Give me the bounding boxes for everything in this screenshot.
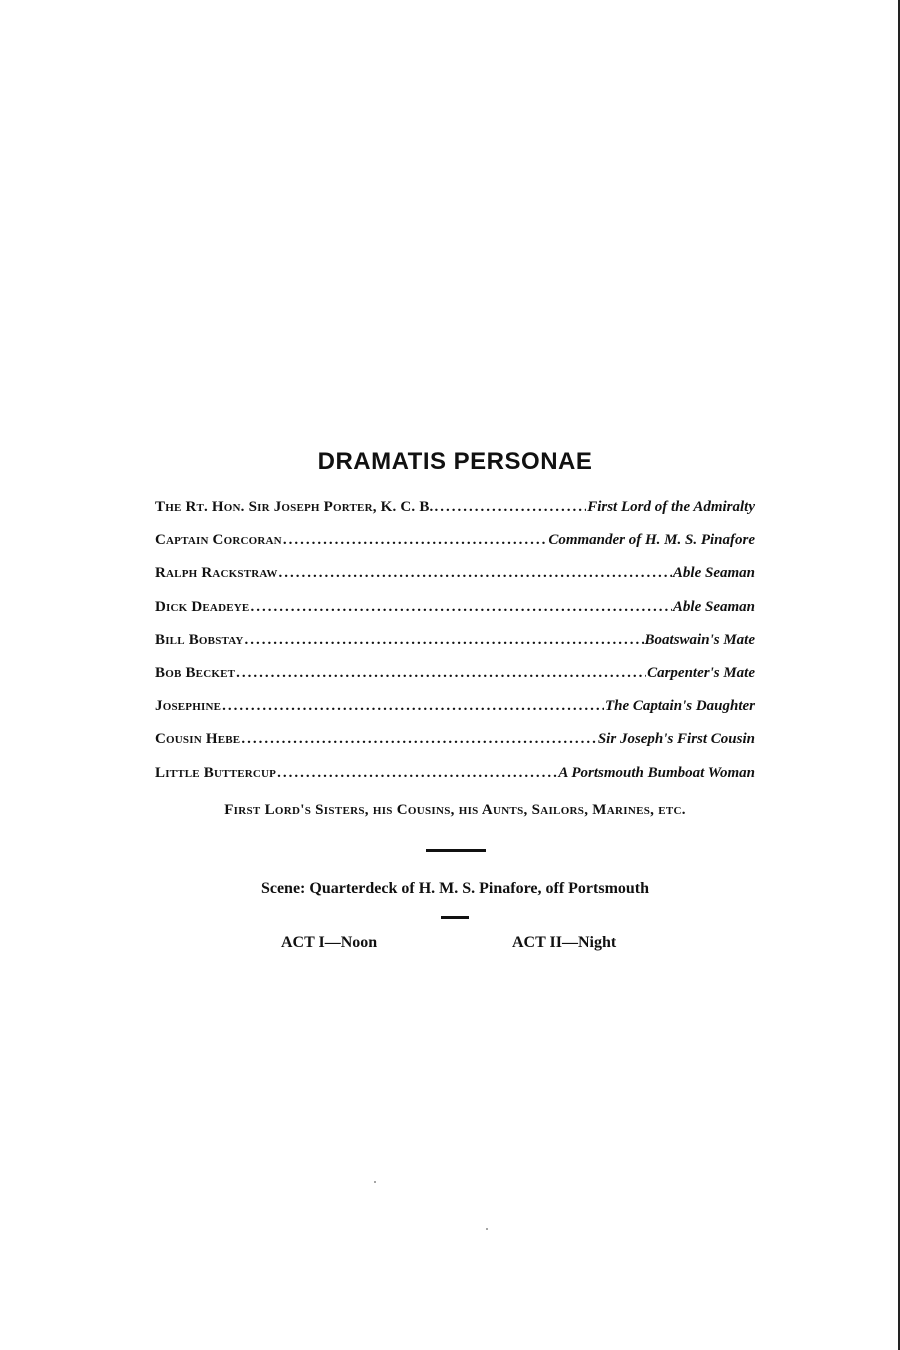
cast-role: Captain Corcoran xyxy=(155,532,282,549)
cast-list xyxy=(155,499,755,798)
cast-role: Little Buttercup xyxy=(155,764,277,781)
scene-setting: Scene: Quarterdeck of H. M. S. Pinafore, off Portsmouth xyxy=(260,880,650,897)
dot-leader xyxy=(241,731,597,748)
cast-description: Commander of H. M. S. Pinafore xyxy=(548,532,755,549)
cast-row xyxy=(155,698,755,731)
dot-leader xyxy=(236,665,646,682)
cast-description: Carpenter's Mate xyxy=(647,664,755,681)
cast-role: Bill Bobstay xyxy=(155,631,244,648)
cast-description: Able Seaman xyxy=(672,598,755,615)
dot-leader xyxy=(277,765,557,782)
cast-row xyxy=(155,599,755,632)
dot-leader xyxy=(245,632,644,649)
dot-leader xyxy=(250,599,671,616)
act-two-label: ACT II—Night xyxy=(512,934,617,951)
cast-role: Bob Becket xyxy=(155,664,236,681)
act-one-label: ACT I—Noon xyxy=(281,934,378,951)
cast-row xyxy=(155,632,755,665)
cast-description: Able Seaman xyxy=(672,565,755,582)
paper-speck xyxy=(486,1228,488,1230)
cast-row xyxy=(155,765,755,798)
cast-row xyxy=(155,565,755,598)
short-divider xyxy=(441,916,469,919)
dot-leader xyxy=(435,499,587,516)
cast-row xyxy=(155,665,755,698)
cast-description: The Captain's Daughter xyxy=(604,698,755,715)
cast-row xyxy=(155,731,755,764)
cast-role: Cousin Hebe xyxy=(155,731,241,748)
cast-row xyxy=(155,499,755,532)
cast-role: Dick Deadeye xyxy=(155,598,250,615)
cast-description: Boatswain's Mate xyxy=(644,631,755,648)
cast-description: Sir Joseph's First Cousin xyxy=(597,731,755,748)
page-title: DRAMATIS PERSONAE xyxy=(317,448,593,475)
cast-role: Josephine xyxy=(155,698,222,715)
paper-speck xyxy=(374,1181,376,1183)
dot-leader xyxy=(283,532,548,549)
dot-leader xyxy=(279,565,672,582)
cast-row xyxy=(155,532,755,565)
cast-description: A Portsmouth Bumboat Woman xyxy=(558,764,755,781)
cast-role: The Rt. Hon. Sir Joseph Porter, K. C. B. xyxy=(155,499,434,515)
section-divider xyxy=(426,849,486,852)
cast-role: Ralph Rackstraw xyxy=(155,565,278,582)
dot-leader xyxy=(222,698,604,715)
cast-description: First Lord of the Admiralty xyxy=(587,499,755,515)
chorus-line: First Lord's Sisters, his Cousins, his Aunts, Sailors, Marines, etc. xyxy=(224,802,686,818)
